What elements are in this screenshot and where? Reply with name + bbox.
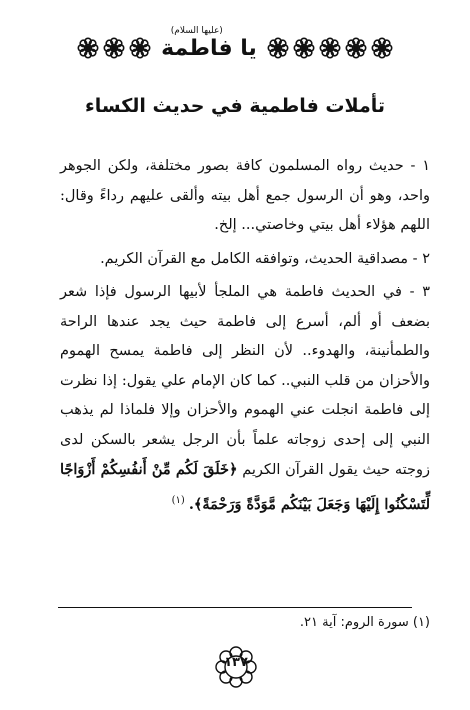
flower-ornament-icon (371, 37, 393, 59)
flower-ornament-icon (103, 37, 125, 59)
flower-ornament-icon (267, 37, 289, 59)
chapter-title: تأملات فاطمية في حديث الكساء (85, 95, 385, 117)
flower-ornament-icon (77, 37, 99, 59)
header-title (161, 25, 257, 61)
quran-verse: ﴿خَلَقَ لَكُم مِّنْ أَنفُسِكُمْ أَزْوَاجًا لِّتَسْكُنُوا إِلَيْهَا وَجَعَلَ بَيْنَكُم مَّوَدَّةً وَرَحْمَةً﴾. (60, 461, 430, 513)
body-text (60, 152, 430, 524)
flower-ornament-icon (345, 37, 367, 59)
flower-ornament-icon (129, 37, 151, 59)
paragraph-1: ١ - حديث رواه المسلمون كافة بصور مختلفة، ولكن الجوهر واحد، وهو أن الرسول جمع أهل بيته وألقى عليهم رداءً وقال: اللهم هؤلاء أهل بيتي وخاصتي... إلخ. (60, 158, 430, 233)
flower-ornament-icon (319, 37, 341, 59)
flower-row-right (267, 37, 393, 59)
footnote-reference: (١) (171, 494, 185, 506)
flower-ornament-icon (293, 37, 315, 59)
page-number: ١٣٧ (224, 655, 248, 670)
paragraph-3-text: ٣ - في الحديث فاطمة هي الملجأ لأبيها الرسول فإذا شعر بضعف أو ألم، أسرع إلى فاطمة حيث يجد عندها الراحة والطمأنينة، والهدوء.. لأن النظر إلى فاطمة يمسح الهموم والأحزان من قلب النبي.. كما كان الإمام علي يقول: إذا نظرت إلى فاطمة انجلت عني الهموم والأحزان وإلا فلماذا لم يذهب النبي إلى إحدى زوجاته علماً بأن الرجل يشعر بالسكن لدى زوجته حيث يقول القرآن الكريم (60, 284, 430, 478)
flower-row-left (77, 37, 151, 59)
paragraph-3 (60, 278, 430, 520)
header-title-text: يا فاطمة (161, 35, 257, 61)
paragraph-2: ٢ - مصداقية الحديث، وتوافقه الكامل مع القرآن الكريم. (100, 250, 430, 267)
footnote: (١) سورة الروم: آية ٢١. (299, 615, 430, 630)
page-header (0, 25, 470, 68)
header-honorific: (عليها السلام) (170, 25, 223, 36)
footnote-divider (58, 607, 412, 608)
